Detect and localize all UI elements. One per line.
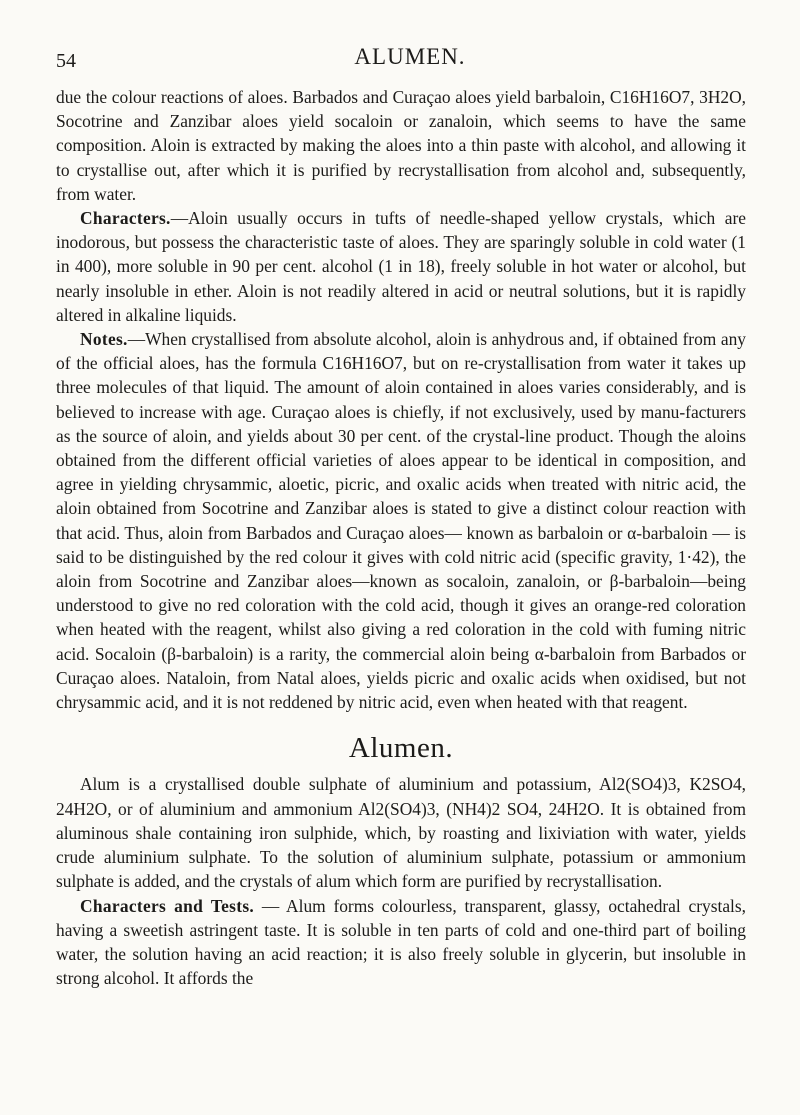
aloin-notes-paragraph (56, 327, 746, 714)
alumen-characters-heading: Characters and Tests. (80, 895, 255, 916)
page-body (56, 85, 746, 990)
aloin-characters-text: —Aloin usually occurs in tufts of needle-shaped yellow crystals, which are inodorous, but possess the characteristic taste of aloes. They are sparingly soluble in cold water (1 in 400), more soluble in 90 per cent. alcohol (1 in 18), freely soluble in hot water or alcohol, but nearly insoluble in ether. Aloin is not readily altered in acid or neutral solutions, but it is rapidly altered in alkaline liquids. (56, 208, 746, 325)
aloin-characters-heading: Characters. (80, 208, 171, 229)
aloin-characters-paragraph (56, 206, 746, 327)
alumen-section-heading: Alumen. (348, 732, 454, 765)
running-title: ALUMEN. (354, 44, 466, 69)
aloin-notes-heading: Notes. (80, 329, 128, 350)
aloin-intro-paragraph: due the colour reactions of aloes. Barbados and Curaçao aloes yield barbaloin, C16H16O7, 3H2O, Socotrine and Zanzibar aloes yield socaloin or zanaloin, which seems to have the same composition. Aloin is extracted by making the aloes into a thin paste with alcohol, and allowing it to crystallise out, after which it is purified by recrystallisation from alcohol and, subsequently, from water. (56, 87, 746, 204)
alumen-characters-text: — Alum forms colourless, transparent, glassy, octahedral crystals, having a sweetish astringent taste. It is soluble in ten parts of cold and one-third part of boiling water, the solution having an acid reaction; it is also freely soluble in glycerin, but insoluble in strong alcohol. It affords the (56, 895, 746, 989)
alumen-characters-paragraph (56, 894, 746, 991)
page-number: 54 (56, 50, 76, 72)
alumen-intro-paragraph: Alum is a crystallised double sulphate of aluminium and potassium, Al2(SO4)3, K2SO4, 24H2O, or of aluminium and ammonium Al2(SO4)3, (NH4)2 SO4, 24H2O. It is obtained from aluminous shale containing iron sulphide, which, by roasting and lixiviation with water, yields crude aluminium sulphate. To the solution of aluminium sulphate, potassium or ammonium sulphate is added, and the crystals of alum which form are purified by recrystallisation. (56, 774, 746, 892)
aloin-notes-text: —When crystallised from absolute alcohol, aloin is anhydrous and, if obtained from any of the official aloes, has the formula C16H16O7, but on re-crystallisation from water it takes up three molecules of that liquid. The amount of aloin contained in aloes varies considerably, and is believed to increase with age. Curaçao aloes is chiefly, if not exclusively, used by manu-facturers as the source of aloin, and yields about 30 per cent. of the crystal-line product. Though the aloins obtained from the different official varieties of aloes appear to be identical in composition, and agree in yielding chrysammic, aloetic, picric, and oxalic acids when treated with nitric acid, the aloin obtained from Socotrine and Zanzibar aloes is stated to give a distinct colour reaction with that acid. Thus, aloin from Barbados and Curaçao aloes— known as barbaloin or α-barbaloin — is said to be distinguished by the red colour it gives with cold nitric acid (specific gravity, 1·42), the aloin from Socotrine and Zanzibar aloes—known as socaloin, zanaloin, or β-barbaloin—being understood to give no red coloration with the cold acid, though it gives an orange-red coloration when heated with the reagent, whilst also giving a red coloration in the cold with fuming nitric acid. Socaloin (β-barbaloin) is a rarity, the commercial aloin being α-barbaloin from Barbados or Curaçao aloes. Nataloin, from Natal aloes, yields picric and oxalic acids when oxidised, but not chrysammic acid, and it is not reddened by nitric acid, even when heated with that reagent. (56, 329, 746, 713)
